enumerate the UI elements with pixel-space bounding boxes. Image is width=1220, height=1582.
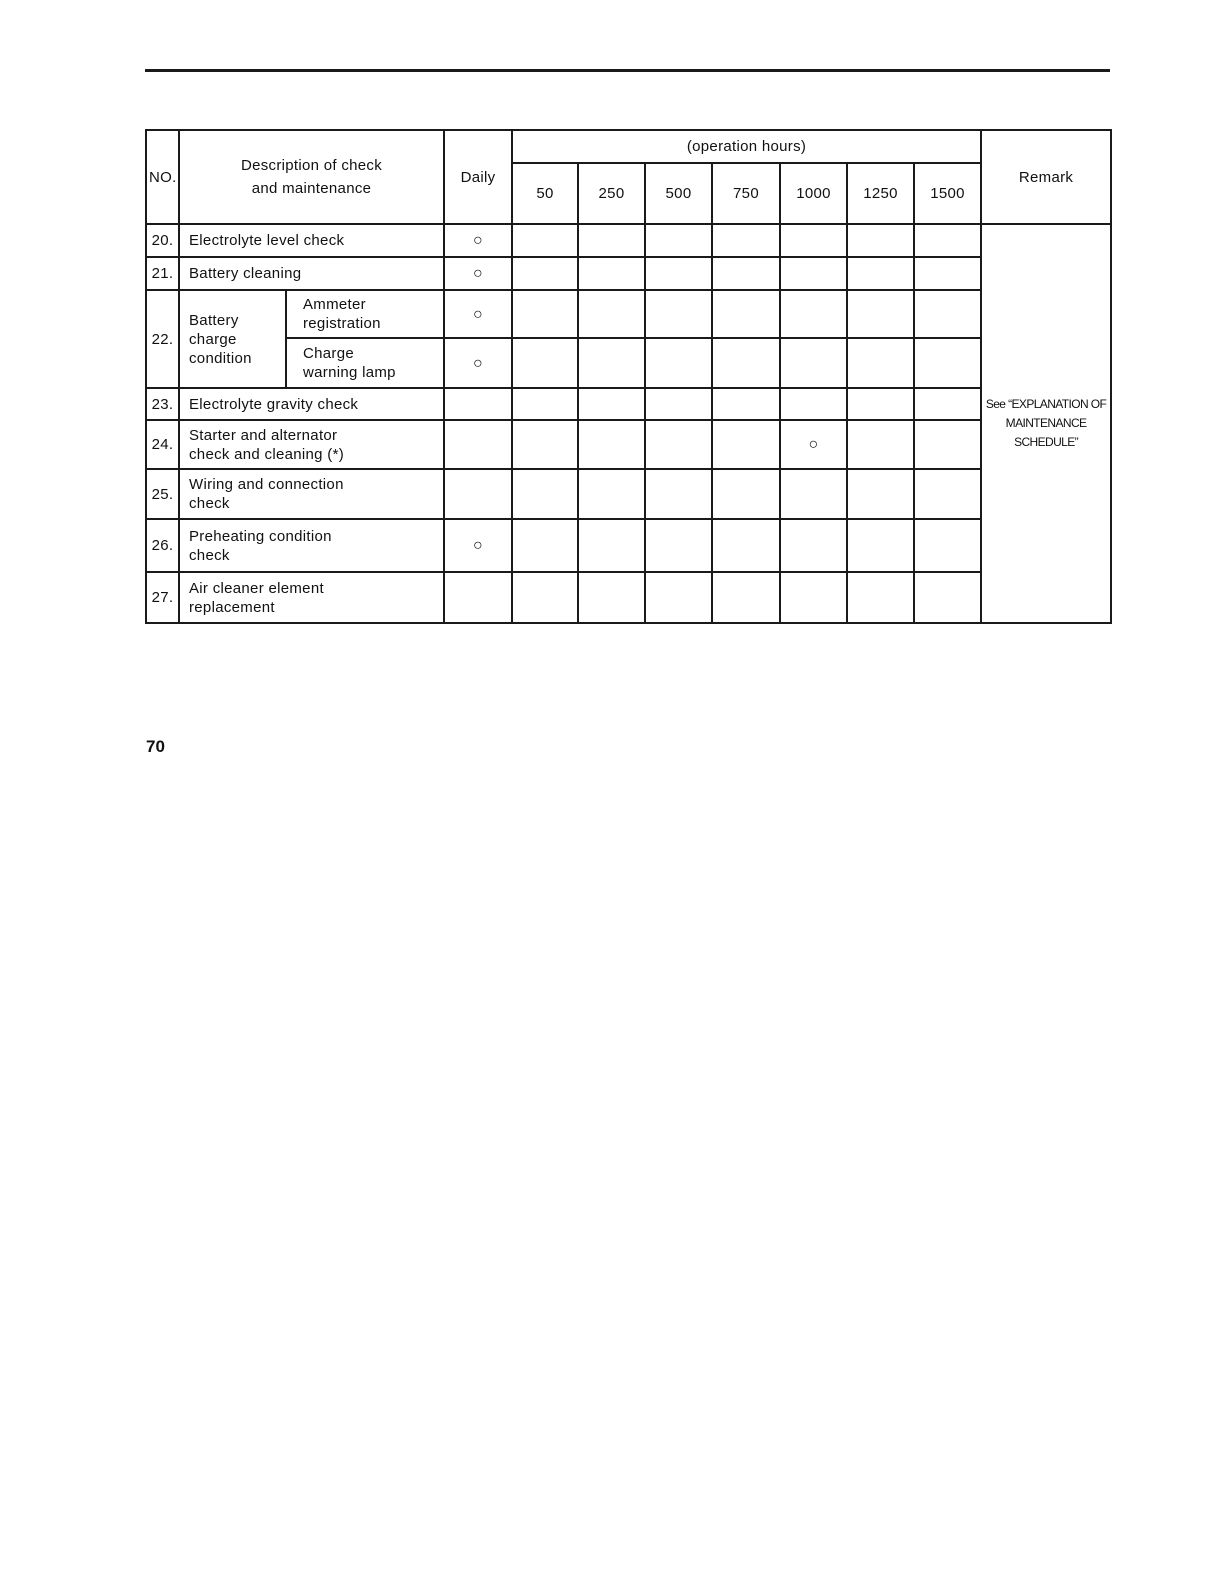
- hours-cell: [645, 290, 712, 338]
- header-description-line-1: Description of check: [240, 157, 383, 174]
- hours-cell: [914, 420, 981, 469]
- table-row: [146, 519, 1111, 572]
- row-description: [179, 519, 444, 572]
- header-hours-50: 50: [512, 163, 578, 224]
- row-description: [179, 257, 444, 290]
- hours-cell: [712, 388, 780, 420]
- hours-cell: [645, 257, 712, 290]
- header-hours-250: 250: [578, 163, 645, 224]
- header-description: [179, 130, 444, 224]
- hours-cell: [578, 519, 645, 572]
- row-number: 22.: [146, 290, 179, 388]
- hours-cell: [512, 519, 578, 572]
- group-label-line: charge: [189, 330, 237, 348]
- daily-check-mark: [444, 420, 512, 469]
- hours-cell: [578, 420, 645, 469]
- table-row: [146, 572, 1111, 623]
- hours-cell: [512, 469, 578, 519]
- table-row: [146, 388, 1111, 420]
- row-number: 25.: [146, 469, 179, 519]
- hours-cell: [780, 519, 847, 572]
- hours-cell: [780, 338, 847, 388]
- hours-cell: [512, 420, 578, 469]
- row-description: [179, 388, 444, 420]
- row-number: 27.: [146, 572, 179, 623]
- header-hours-750: 750: [712, 163, 780, 224]
- header-description-line-2: and maintenance: [251, 180, 372, 197]
- hours-cell: [512, 388, 578, 420]
- hours-cell: [914, 338, 981, 388]
- hours-cell: [578, 290, 645, 338]
- hours-cell: [645, 388, 712, 420]
- daily-check-mark: ○: [444, 290, 512, 338]
- hours-cell: [712, 572, 780, 623]
- row-description-line: check: [189, 495, 230, 512]
- hours-cell: [645, 420, 712, 469]
- hours-cell: [578, 338, 645, 388]
- hours-cell: [578, 388, 645, 420]
- hours-cell: [847, 290, 914, 338]
- row-description: [179, 420, 444, 469]
- hours-cell: [847, 338, 914, 388]
- hours-cell: [847, 224, 914, 257]
- hours-cell: [645, 469, 712, 519]
- remark-note-line-3: SCHEDULE”: [1014, 435, 1079, 449]
- hours-cell: [712, 224, 780, 257]
- hours-cell: [847, 420, 914, 469]
- row-description: [179, 572, 444, 623]
- table-row: [146, 469, 1111, 519]
- remark-note: [981, 224, 1111, 623]
- hours-cell: [780, 388, 847, 420]
- header-hours-1500: 1500: [914, 163, 981, 224]
- hours-cell: [847, 257, 914, 290]
- row-description-line: check and cleaning (*): [189, 445, 345, 463]
- hours-cell: [712, 420, 780, 469]
- hours-cell: [512, 338, 578, 388]
- hours-cell: [578, 257, 645, 290]
- row-number: 20.: [146, 224, 179, 257]
- row-number: 24.: [146, 420, 179, 469]
- hours-cell: [512, 572, 578, 623]
- row-description-line: replacement: [189, 598, 275, 616]
- row-description-line: Wiring and connection: [189, 476, 344, 493]
- battery-charge-condition-group: [179, 290, 286, 388]
- hours-cell: [712, 469, 780, 519]
- hours-cell: [712, 257, 780, 290]
- row-number: 23.: [146, 388, 179, 420]
- row-description-line: Electrolyte level check: [189, 232, 345, 249]
- hours-cell: [578, 572, 645, 623]
- row-description-line: Charge: [303, 345, 354, 362]
- hours-cell: [914, 224, 981, 257]
- row-description-line: Preheating condition: [189, 527, 332, 545]
- row-description-line: registration: [303, 315, 381, 332]
- hours-cell: [780, 224, 847, 257]
- hours-cell: [847, 519, 914, 572]
- header-hours-1000: 1000: [780, 163, 847, 224]
- hours-cell: [914, 290, 981, 338]
- daily-check-mark: [444, 469, 512, 519]
- daily-check-mark: ○: [444, 224, 512, 257]
- maintenance-schedule-table: [145, 129, 1112, 624]
- row-description-line: Battery cleaning: [189, 265, 302, 282]
- table-row: [146, 257, 1111, 290]
- hours-cell: [645, 519, 712, 572]
- hours-cell: [645, 224, 712, 257]
- page-number: 70: [146, 737, 165, 756]
- hours-cell: [914, 469, 981, 519]
- table-row: [146, 338, 1111, 388]
- hours-cell: [914, 388, 981, 420]
- hours-cell: [512, 290, 578, 338]
- hours-cell: [512, 257, 578, 290]
- row-description: [286, 338, 444, 388]
- daily-check-mark: ○: [444, 257, 512, 290]
- daily-check-mark: [444, 388, 512, 420]
- hours-cell: [645, 338, 712, 388]
- hours-cell: [780, 469, 847, 519]
- row-description-line: Starter and alternator: [189, 426, 338, 444]
- hours-cell: [914, 572, 981, 623]
- row-description-line: Electrolyte gravity check: [189, 395, 359, 413]
- hours-cell: [847, 388, 914, 420]
- remark-note-line-2: MAINTENANCE: [1005, 416, 1087, 430]
- row-description-line: Ammeter: [303, 296, 366, 313]
- hours-cell: [712, 519, 780, 572]
- row-description: [179, 469, 444, 519]
- hours-cell: [780, 290, 847, 338]
- top-rule: [145, 69, 1110, 72]
- header-remark: Remark: [981, 130, 1111, 224]
- daily-check-mark: [444, 572, 512, 623]
- row-description-line: Air cleaner element: [189, 579, 324, 597]
- header-hours-1250: 1250: [847, 163, 914, 224]
- group-label-line: Battery: [189, 311, 239, 329]
- row-number: 26.: [146, 519, 179, 572]
- remark-note-line-1: See “EXPLANATION OF: [985, 397, 1107, 411]
- hours-cell: [914, 519, 981, 572]
- daily-check-mark: ○: [444, 338, 512, 388]
- hours-cell: [578, 224, 645, 257]
- hours-cell: [780, 257, 847, 290]
- hours-1000-check-mark: ○: [780, 420, 847, 469]
- row-description-line: warning lamp: [303, 364, 396, 381]
- hours-cell: [847, 469, 914, 519]
- hours-cell: [712, 290, 780, 338]
- header-hours-500: 500: [645, 163, 712, 224]
- hours-cell: [780, 572, 847, 623]
- hours-cell: [914, 257, 981, 290]
- hours-cell: [712, 338, 780, 388]
- header-daily: Daily: [444, 130, 512, 224]
- hours-cell: [645, 572, 712, 623]
- row-description: [179, 224, 444, 257]
- table-row: [146, 224, 1111, 257]
- row-number: 21.: [146, 257, 179, 290]
- hours-cell: [847, 572, 914, 623]
- hours-cell: [578, 469, 645, 519]
- daily-check-mark: ○: [444, 519, 512, 572]
- table-row: [146, 290, 1111, 338]
- group-label-line: condition: [189, 349, 252, 367]
- row-description-line: check: [189, 546, 230, 564]
- header-operation-hours: (operation hours): [512, 130, 981, 163]
- header-no: NO.: [146, 130, 179, 224]
- table-row: [146, 420, 1111, 469]
- row-description: [286, 290, 444, 338]
- hours-cell: [512, 224, 578, 257]
